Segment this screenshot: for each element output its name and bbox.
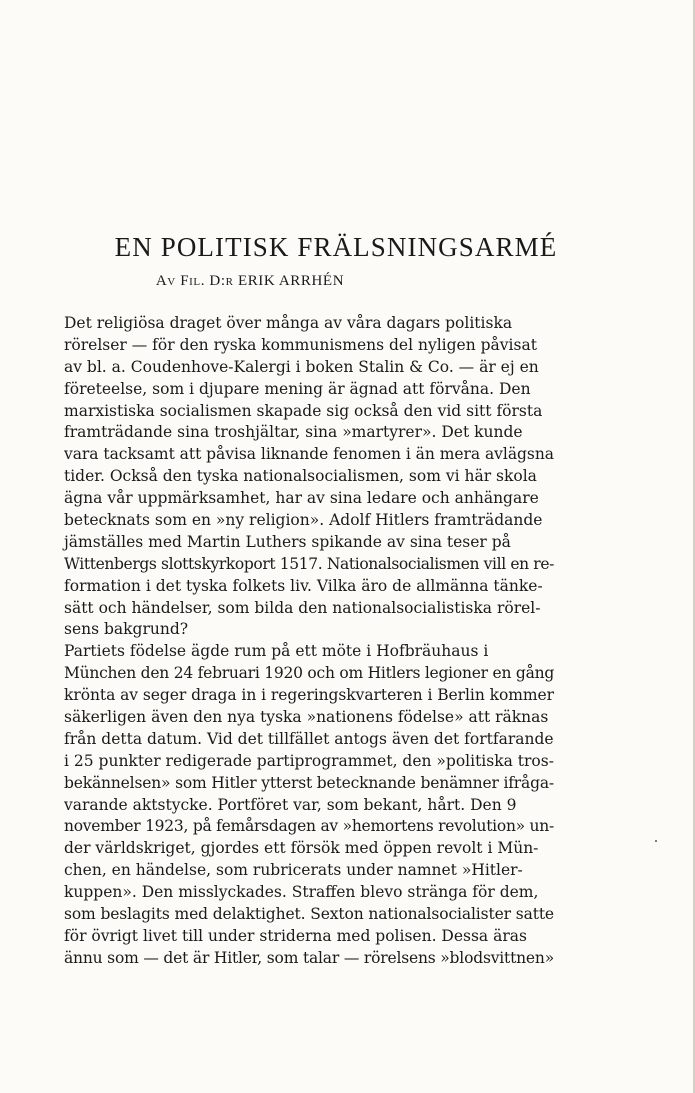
paragraph-2 bbox=[64, 641, 554, 969]
byline-prefix: Av Fil. D:r bbox=[155, 273, 234, 289]
text-line: som beslagits med delaktighet. Sexton nationalsocialister satte bbox=[64, 905, 554, 924]
text-line: formation i det tyska folkets liv. Vilka äro de allmänna tänke- bbox=[64, 576, 543, 595]
text-line: München den 24 februari 1920 och om Hitlers legioner en gång bbox=[64, 664, 554, 683]
text-line: vara tacksamt att påvisa liknande fenomen i än mera avlägsna bbox=[64, 445, 554, 464]
text-line: Partiets födelse ägde rum på ett möte i Hofbräuhaus i bbox=[64, 642, 489, 661]
article-body bbox=[64, 313, 554, 970]
text-line: varande aktstycke. Portföret var, som bekant, hårt. Den 9 bbox=[64, 795, 517, 814]
text-line: november 1923, på femårsdagen av »hemortens revolution» un- bbox=[64, 817, 554, 836]
text-line: sätt och händelser, som bilda den nationalsocialistiska rörel- bbox=[64, 598, 541, 617]
text-line: i 25 punkter redigerade partiprogrammet, den »politiska tros- bbox=[64, 751, 554, 770]
article-byline bbox=[0, 273, 500, 290]
text-line: der världskriget, gjordes ett försök med öppen revolt i Mün- bbox=[64, 839, 539, 858]
text-line: chen, en händelse, som rubricerats under namnet »Hitler- bbox=[64, 861, 523, 880]
paragraph-1 bbox=[64, 313, 554, 641]
byline-author: ERIK ARRHÉN bbox=[237, 273, 345, 289]
text-line: kuppen». Den misslyckades. Straffen blevo stränga för dem, bbox=[64, 883, 539, 902]
text-line: Wittenbergs slottskyrkoport 1517. Nationalsocialismen vill en re- bbox=[64, 554, 554, 573]
text-line: marxistiska socialismen skapade sig också den vid sitt första bbox=[64, 401, 543, 420]
text-line: jämställes med Martin Luthers spikande av sina teser på bbox=[64, 532, 511, 551]
text-line: rörelser — för den ryska kommunismens del nyligen påvisat bbox=[64, 335, 537, 354]
text-line: tider. Också den tyska nationalsocialismen, som vi här skola bbox=[64, 467, 537, 486]
text-line: ännu som — det är Hitler, som talar — rörelsens »blodsvittnen» bbox=[64, 948, 554, 967]
text-line: för övrigt livet till under striderna med polisen. Dessa äras bbox=[64, 926, 527, 945]
text-line: krönta av seger draga in i regeringskvarteren i Berlin kommer bbox=[64, 686, 554, 705]
text-line: bekännelsen» som Hitler ytterst betecknande benämner ifråga- bbox=[64, 773, 554, 792]
text-line: sens bakgrund? bbox=[64, 620, 189, 639]
text-line: från detta datum. Vid det tillfället antogs även det fortfarande bbox=[64, 729, 554, 748]
paper-speck bbox=[655, 840, 657, 842]
text-line: betecknats som en »ny religion». Adolf Hitlers framträdande bbox=[64, 511, 543, 530]
article-title: EN POLITISK FRÄLSNINGSARMÉ bbox=[114, 232, 558, 262]
text-line: företeelse, som i djupare mening är ägnad att förvåna. Den bbox=[64, 379, 531, 398]
text-line: framträdande sina troshjältar, sina »martyrer». Det kunde bbox=[64, 423, 523, 442]
text-line: av bl. a. Coudenhove-Kalergi i boken Stalin & Co. — är ej en bbox=[64, 357, 539, 376]
text-line: Det religiösa draget över många av våra dagars politiska bbox=[64, 314, 513, 332]
text-line: ägna vår uppmärksamhet, har av sina ledare och anhängare bbox=[64, 489, 539, 508]
text-line: säkerligen även den nya tyska »nationens födelse» att räknas bbox=[64, 708, 549, 727]
